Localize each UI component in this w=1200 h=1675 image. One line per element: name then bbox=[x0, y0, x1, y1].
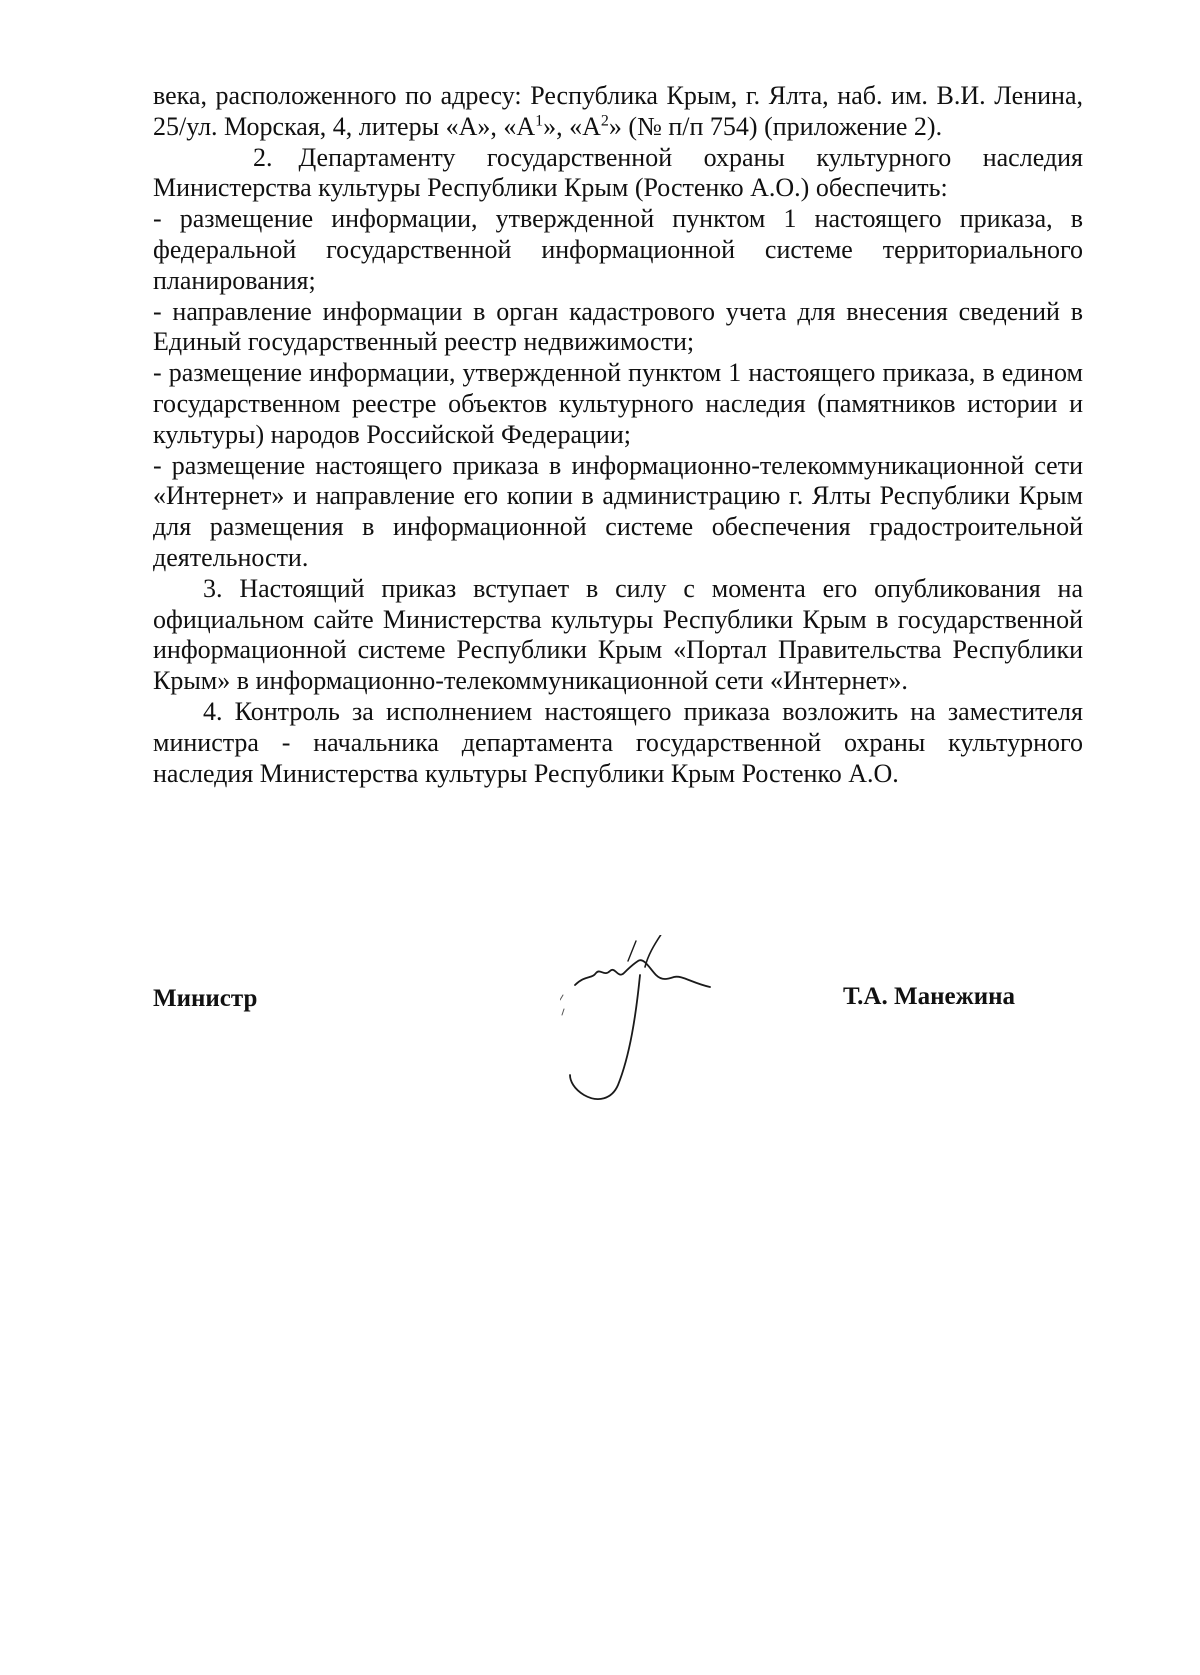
intro-text-part-2: », «А bbox=[543, 111, 601, 141]
document-body bbox=[153, 81, 1083, 789]
paragraph-item-4: 4. Контроль за исполнением настоящего приказа возложить на заместителя министра - начальника департамента государственной охраны культурного наследия Министерства культуры Республики Крым Ростенко А.О. bbox=[153, 696, 1083, 788]
item-2-number: 2. bbox=[253, 142, 273, 172]
bullet-item-3: - размещение информации, утвержденной пунктом 1 настоящего приказа, в едином государственном реестре объектов культурного наследия (памятников истории и культуры) народов Российской Федерации; bbox=[153, 358, 1083, 449]
handwritten-signature bbox=[560, 935, 810, 1125]
signatory-role: Министр bbox=[153, 985, 258, 1012]
signatory-name: Т.А. Манежина bbox=[843, 983, 1016, 1010]
paragraph-item-3: 3. Настоящий приказ вступает в силу с момента его опубликования на официальном сайте Министерства культуры Республики Крым в государственной информационной системе Республики Крым «Портал Правительства Республики Крым» в информационно-телекоммуникационной сети «Интернет». bbox=[153, 573, 1083, 696]
bullet-item-2: - направление информации в орган кадастрового учета для внесения сведений в Единый государственный реестр недвижимости; bbox=[153, 296, 1083, 357]
bullet-item-4: - размещение настоящего приказа в информационно-телекоммуникационной сети «Интернет» и направление его копии в администрацию г. Ялты Республики Крым для размещения в информационной системе обеспечения градостроительной деятельности. bbox=[153, 450, 1083, 572]
paragraph-intro bbox=[153, 81, 1083, 143]
intro-superscript-2: 2 bbox=[600, 112, 609, 130]
intro-superscript-1: 1 bbox=[535, 112, 544, 130]
bullet-item-1: - размещение информации, утвержденной пунктом 1 настоящего приказа, в федеральной государственной информационной системе территориального планирования; bbox=[153, 204, 1083, 295]
intro-text-part-1: века, расположенного по адресу: Республика Крым, г. Ялта, наб. им. В.И. Ленина, 25/ул. Морская, 4, литеры «А», «А bbox=[153, 81, 1083, 141]
intro-text-part-3: » (№ п/п 754) (приложение 2). bbox=[608, 111, 943, 141]
item-2-text: Департаменту государственной охраны культурного наследия Министерства культуры Республики Крым (Ростенко А.О.) обеспечить: bbox=[153, 142, 1083, 203]
paragraph-item-2 bbox=[153, 143, 1083, 205]
